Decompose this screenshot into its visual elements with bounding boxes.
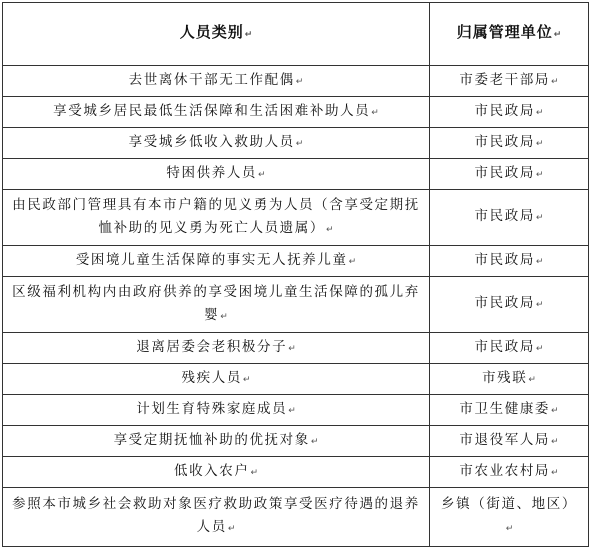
paragraph-mark-icon: ↵ xyxy=(551,436,559,447)
header-unit xyxy=(430,3,589,66)
table-row xyxy=(3,395,589,426)
personnel-category-table xyxy=(2,2,589,547)
unit-text: 市民政局 xyxy=(474,295,535,311)
category-cell xyxy=(3,426,430,457)
category-cell xyxy=(3,190,430,246)
paragraph-mark-icon: ↵ xyxy=(295,76,304,87)
category-cell xyxy=(3,457,430,488)
unit-cell xyxy=(430,457,589,488)
paragraph-mark-icon: ↵ xyxy=(535,169,544,180)
category-text: 退离居委会老积极分子 xyxy=(136,338,288,355)
unit-cell xyxy=(430,364,589,395)
paragraph-mark-icon: ↵ xyxy=(551,405,559,416)
table-row xyxy=(3,426,589,457)
unit-text: 市民政局 xyxy=(474,251,535,268)
unit-text: 市卫生健康委 xyxy=(459,400,551,417)
paragraph-mark-icon: ↵ xyxy=(288,405,296,416)
category-cell xyxy=(3,159,430,190)
paragraph-mark-icon: ↵ xyxy=(535,138,544,149)
paragraph-mark-icon: ↵ xyxy=(348,256,357,267)
unit-cell xyxy=(430,246,589,277)
paragraph-mark-icon: ↵ xyxy=(244,30,253,40)
unit-cell xyxy=(430,426,589,457)
category-text: 由民政部门管理具有本市户籍的见义勇为人员（含享受定期抚恤补助的见义勇为死亡人员遗属） xyxy=(12,196,420,236)
category-text: 低收入农户 xyxy=(173,462,250,479)
unit-text: 市民政局 xyxy=(474,133,535,150)
category-cell xyxy=(3,395,430,426)
category-text: 特困供养人员 xyxy=(166,164,258,181)
table-row xyxy=(3,128,589,159)
category-text: 去世离休干部无工作配偶 xyxy=(128,71,295,88)
paragraph-mark-icon: ↵ xyxy=(310,436,319,447)
paragraph-mark-icon: ↵ xyxy=(551,76,559,87)
table-header-row xyxy=(3,3,589,66)
table-row xyxy=(3,277,589,333)
unit-cell xyxy=(430,488,589,547)
category-cell xyxy=(3,128,430,159)
paragraph-mark-icon: ↵ xyxy=(250,467,259,478)
category-cell xyxy=(3,246,430,277)
paragraph-mark-icon: ↵ xyxy=(535,343,544,354)
category-text: 受困境儿童生活保障的事实无人抚养儿童 xyxy=(75,251,348,268)
paragraph-mark-icon: ↵ xyxy=(242,374,251,385)
category-cell xyxy=(3,488,430,547)
header-category xyxy=(3,3,430,66)
unit-cell xyxy=(430,395,589,426)
category-text: 享受定期抚恤补助的优抚对象 xyxy=(113,431,310,448)
unit-text: 乡镇（街道、地区） xyxy=(441,496,577,512)
category-cell xyxy=(3,66,430,97)
header-category-label: 人员类别 xyxy=(179,23,244,41)
table-row xyxy=(3,246,589,277)
unit-text: 市民政局 xyxy=(474,102,535,119)
category-cell xyxy=(3,333,430,364)
unit-cell xyxy=(430,97,589,128)
paragraph-mark-icon: ↵ xyxy=(535,213,544,223)
category-text: 享受城乡低收入救助人员 xyxy=(128,133,295,150)
table-row xyxy=(3,457,589,488)
header-unit-label: 归属管理单位 xyxy=(456,23,553,41)
paragraph-mark-icon: ↵ xyxy=(325,224,334,235)
category-text: 区级福利机构内由政府供养的享受困境儿童生活保障的孤儿弃婴 xyxy=(12,283,420,323)
paragraph-mark-icon: ↵ xyxy=(535,300,544,310)
paragraph-mark-icon: ↵ xyxy=(553,30,562,40)
unit-cell xyxy=(430,159,589,190)
paragraph-mark-icon: ↵ xyxy=(258,169,266,180)
table-row xyxy=(3,97,589,128)
category-cell xyxy=(3,277,430,333)
table-row xyxy=(3,364,589,395)
category-text: 残疾人员 xyxy=(181,369,242,386)
paragraph-mark-icon: ↵ xyxy=(551,467,559,478)
unit-text: 市残联 xyxy=(482,369,528,386)
unit-text: 市委老干部局 xyxy=(459,71,551,88)
unit-text: 市民政局 xyxy=(474,338,535,355)
category-cell xyxy=(3,364,430,395)
unit-cell xyxy=(430,128,589,159)
category-text: 计划生育特殊家庭成员 xyxy=(136,400,288,417)
table-row xyxy=(3,159,589,190)
unit-text: 市农业农村局 xyxy=(459,462,551,479)
paragraph-mark-icon: ↵ xyxy=(528,374,536,385)
unit-cell xyxy=(430,277,589,333)
table-row xyxy=(3,488,589,547)
unit-cell xyxy=(430,190,589,246)
paragraph-mark-icon: ↵ xyxy=(288,343,296,354)
paragraph-mark-icon: ↵ xyxy=(220,311,228,322)
unit-cell xyxy=(430,66,589,97)
paragraph-mark-icon: ↵ xyxy=(535,256,544,267)
paragraph-mark-icon: ↵ xyxy=(505,524,514,534)
unit-text: 市民政局 xyxy=(474,208,535,224)
unit-text: 市民政局 xyxy=(474,164,535,181)
unit-cell xyxy=(430,333,589,364)
paragraph-mark-icon: ↵ xyxy=(371,107,379,118)
unit-text: 市退役军人局 xyxy=(459,431,551,448)
table-row xyxy=(3,190,589,246)
table-row xyxy=(3,66,589,97)
category-text: 享受城乡居民最低生活保障和生活困难补助人员 xyxy=(53,102,371,119)
category-text: 参照本市城乡社会救助对象医疗救助政策享受医疗待遇的退养人员 xyxy=(12,496,420,535)
paragraph-mark-icon: ↵ xyxy=(227,524,236,534)
paragraph-mark-icon: ↵ xyxy=(535,107,544,118)
category-cell xyxy=(3,97,430,128)
table-row xyxy=(3,333,589,364)
paragraph-mark-icon: ↵ xyxy=(295,138,304,149)
